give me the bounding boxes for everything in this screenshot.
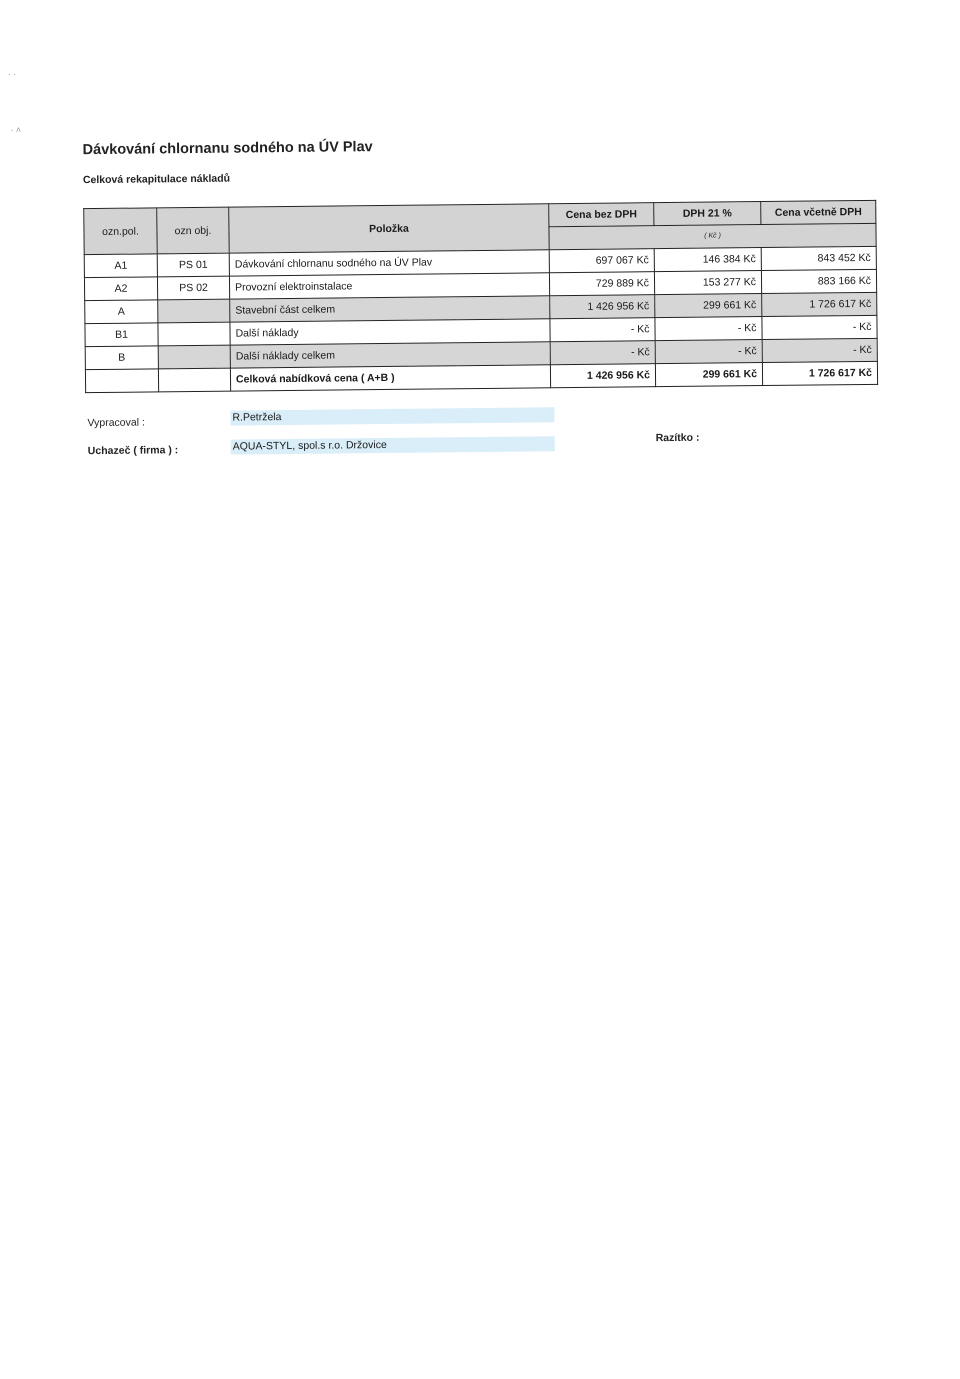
cell-cena-vcetne-dph: - Kč [762,338,877,362]
cell-ozn-obj: PS 01 [157,253,229,277]
cell-dph: 146 384 Kč [654,248,761,272]
document-subtitle: Celková rekapitulace nákladů [82,172,231,187]
cell-ozn-pol: B1 [85,323,158,347]
cell-dph: 299 661 Kč [655,294,762,318]
cell-dph: 299 661 Kč [655,363,762,387]
stamp-label: Razítko : [655,431,700,445]
cell-polozka: Další náklady celkem [230,342,550,368]
cell-cena-vcetne-dph: - Kč [762,315,877,339]
cell-polozka: Provozní elektroinstalace [229,273,549,299]
cell-polozka: Stavební část celkem [230,296,550,322]
header-cena-vcetne-dph: Cena včetně DPH [761,200,876,224]
cell-cena-bez-dph: 729 889 Kč [549,272,654,296]
cell-ozn-pol: A [85,300,158,324]
header-cena-bez-dph: Cena bez DPH [549,203,654,227]
cell-cena-vcetne-dph: 1 726 617 Kč [762,361,877,385]
cell-ozn-obj [158,345,230,369]
cell-cena-bez-dph: - Kč [550,318,655,342]
cell-polozka: Dávkování chlornanu sodného na ÚV Plav [229,250,549,276]
cell-cena-vcetne-dph: 883 166 Kč [761,269,876,293]
cell-dph: - Kč [655,340,762,364]
cell-dph: 153 277 Kč [654,271,761,295]
prepared-by-label: Vypracoval : [87,416,145,430]
header-unit: ( Kč ) [549,223,876,249]
bidder-label: Uchazeč ( firma ) : [87,444,179,458]
cell-dph: - Kč [655,317,762,341]
cell-ozn-pol: A2 [84,277,157,301]
cell-polozka: Další náklady [230,319,550,345]
cell-ozn-pol: A1 [84,254,157,278]
cell-cena-bez-dph: - Kč [550,341,655,365]
prepared-by-field: R.Petržela [230,407,554,425]
cell-ozn-obj [158,368,230,392]
cell-ozn-pol: B [85,346,158,370]
cell-ozn-obj [158,299,230,323]
header-ozn-pol: ozn.pol. [84,208,157,255]
header-dph: DPH 21 % [654,202,761,226]
bidder-field: AQUA-STYL, spol.s r.o. Držovice [231,436,555,454]
cell-cena-vcetne-dph: 1 726 617 Kč [762,292,877,316]
header-polozka: Položka [229,204,549,253]
document-title: Dávkování chlornanu sodného na ÚV Plav [82,139,373,159]
cell-cena-vcetne-dph: 843 452 Kč [761,246,876,270]
cell-ozn-pol [85,369,158,393]
cell-ozn-obj [158,322,230,346]
cell-cena-bez-dph: 1 426 956 Kč [550,364,655,388]
cell-polozka: Celková nabídková cena ( A+B ) [230,365,550,391]
scan-specks: · · · ˄ [7,68,22,135]
cell-ozn-obj: PS 02 [157,276,229,300]
cost-recap-table [83,200,878,393]
cell-cena-bez-dph: 1 426 956 Kč [550,295,655,319]
header-ozn-obj: ozn obj. [157,207,229,254]
cell-cena-bez-dph: 697 067 Kč [549,249,654,273]
